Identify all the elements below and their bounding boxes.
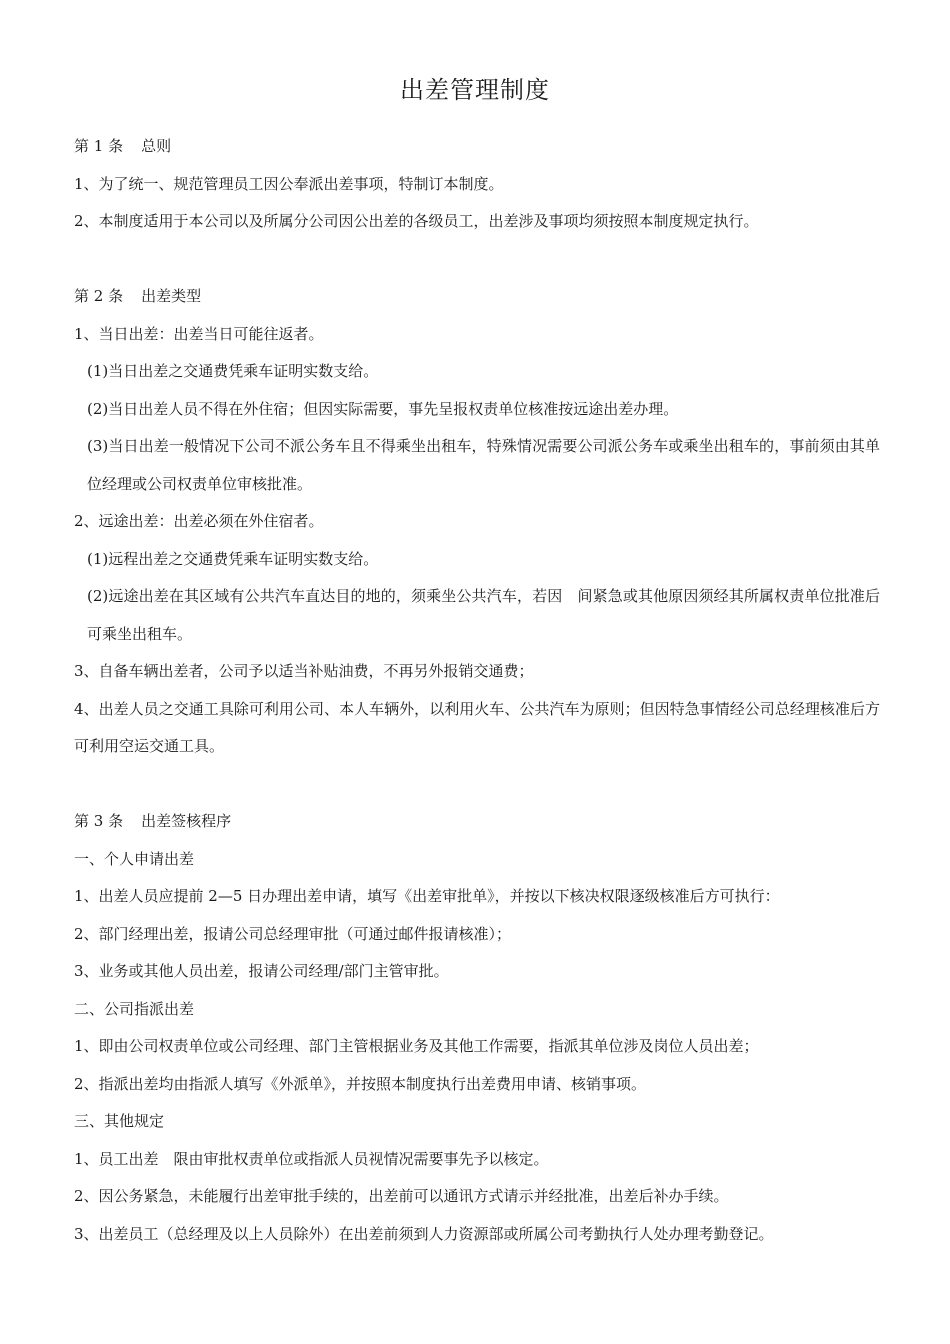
document-body: [74, 128, 880, 1253]
section-heading: [74, 128, 880, 166]
section-label: 第 3 条: [74, 812, 124, 830]
paragraph: 3、自备车辆出差者，公司予以适当补贴油费，不再另外报销交通费；: [74, 662, 534, 680]
section-title: 出差签核程序: [141, 812, 232, 830]
paragraph: 2、远途出差：出差必须在外住宿者。: [74, 512, 324, 530]
document-title: 出差管理制度: [400, 76, 550, 104]
section-title: 总则: [141, 137, 172, 155]
paragraph: 1、为了统一、规范管理员工因公奉派出差事项，特制订本制度。: [74, 174, 504, 193]
subheading: 一、个人申请出差: [74, 849, 195, 868]
section-label: 第 1 条: [74, 137, 124, 155]
section-travel-types: [74, 278, 880, 766]
paragraph: 2、因公务紧急，未能履行出差审批手续的，出差前可以通讯方式请示并经批准，出差后补办手续。: [74, 1187, 729, 1205]
paragraph: 1、出差人员应提前 2—5 日办理出差申请，填写《出差审批单》，并按以下核决权限逐级核准后方可执行：: [74, 887, 780, 905]
section-approval-procedure: [74, 803, 880, 1253]
section-title: 出差类型: [141, 287, 202, 305]
section-heading: [74, 803, 880, 841]
paragraph: (3)当日出差一般情况下公司不派公务车且不得乘坐出租车，特殊情况需要公司派公务车或乘坐出租车的，事前须由其单位经理或公司权责单位审核批准。: [87, 437, 880, 493]
paragraph: 3、出差员工（总经理及以上人员除外）在出差前须到人力资源部或所属公司考勤执行人处办理考勤登记。: [74, 1224, 774, 1243]
paragraph: 1、员工出差 限由审批权责单位或指派人员视情况需要事先予以核定。: [74, 1149, 549, 1168]
paragraph: (1)远程出差之交通费凭乘车证明实数支给。: [87, 549, 379, 568]
paragraph: 2、本制度适用于本公司以及所属分公司因公出差的各级员工，出差涉及事项均须按照本制度规定执行。: [74, 212, 759, 230]
section-label: 第 2 条: [74, 287, 124, 305]
subheading: 三、其他规定: [74, 1112, 165, 1130]
paragraph: 1、当日出差：出差当日可能往返者。: [74, 324, 324, 343]
paragraph: 3、业务或其他人员出差，报请公司经理/部门主管审批。: [74, 962, 449, 980]
paragraph: (2)远途出差在其区域有公共汽车直达目的地的，须乘坐公共汽车，若因 间紧急或其他原因须经其所属权责单位批准后可乘坐出租车。: [87, 587, 880, 643]
paragraph: (1)当日出差之交通费凭乘车证明实数支给。: [87, 362, 379, 380]
section-general: [74, 128, 880, 241]
paragraph: 2、部门经理出差，报请公司总经理审批（可通过邮件报请核准）；: [74, 924, 512, 943]
paragraph: 2、指派出差均由指派人填写《外派单》，并按照本制度执行出差费用申请、核销事项。: [74, 1074, 647, 1093]
paragraph: 1、即由公司权责单位或公司经理、部门主管根据业务及其他工作需要，指派其单位涉及岗位人员出差；: [74, 1037, 759, 1055]
section-spacer: [74, 766, 880, 804]
section-spacer: [74, 241, 880, 279]
section-heading: [74, 278, 880, 316]
paragraph: 4、出差人员之交通工具除可利用公司、本人车辆外，以利用火车、公共汽车为原则；但因特急事情经公司总经理核准后方可利用空运交通工具。: [74, 699, 880, 755]
subheading: 二、公司指派出差: [74, 999, 195, 1018]
paragraph: (2)当日出差人员不得在外住宿；但因实际需要，事先呈报权责单位核准按远途出差办理。: [87, 399, 679, 418]
